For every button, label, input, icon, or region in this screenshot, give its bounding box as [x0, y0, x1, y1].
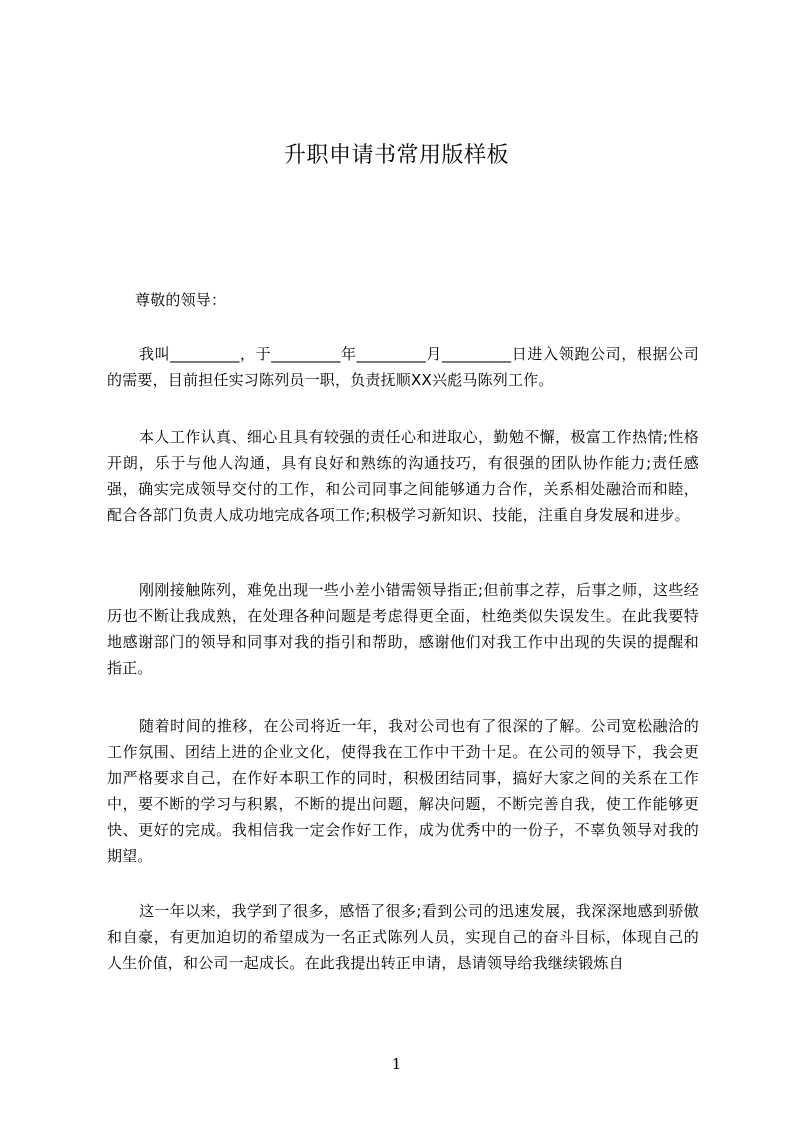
document-title: 升职申请书常用版样板	[283, 143, 509, 168]
salutation: 尊敬的领导：	[135, 291, 227, 309]
paragraph-growth: 刚刚接触陈列，难免出现一些小差小错需领导指正;但前事之荐，后事之师，这些经历也不断让我成熟，在处理各种问题是考虑得更全面，杜绝类似失误发生。在此我要特地感谢部门的领导和同事对我的指引和帮助，感谢他们对我工作中出现的失误的提醒和指正。	[107, 581, 699, 677]
paragraph-company-understanding: 随着时间的推移，在公司将近一年，我对公司也有了很深的了解。公司宽松融洽的工作氛围、团结上进的企业文化，使得我在工作中干劲十足。在公司的领导下，我会更加严格要求自己，在作好本职工作的同时，积极团结同事，搞好大家之间的关系在工作中，要不断的学习与积累，不断的提出问题，解决问题，不断完善自我，使工作能够更快、更好的完成。我相信我一定会作好工作，成为优秀中的一份子，不辜负领导对我的期望。	[107, 717, 699, 865]
paragraph-work-attitude: 本人工作认真、细心且具有较强的责任心和进取心，勤勉不懈，极富工作热情;性格开朗，乐于与他人沟通，具有良好和熟练的沟通技巧，有很强的团队协作能力;责任感强，确实完成领导交付的工作，和公司同事之间能够通力合作，关系相处融洽而和睦，配合各部门负责人成功地完成各项工作;积极学习新知识、技能，注重自身发展和进步。	[107, 428, 699, 524]
paragraph-introduction: 我叫_________，于_________年_________月_________日进入领跑公司，根据公司的需要，目前担任实习陈列员一职，负责抚顺XX兴彪马陈列工作。	[107, 345, 699, 389]
paragraph-application: 这一年以来，我学到了很多，感悟了很多;看到公司的迅速发展，我深深地感到骄傲和自豪，有更加迫切的希望成为一名正式陈列人员，实现自己的奋斗目标，体现自己的人生价值，和公司一起成长。在此我提出转正申请，恳请领导给我继续锻炼自	[107, 902, 699, 972]
page-number: 1	[391, 1055, 402, 1073]
